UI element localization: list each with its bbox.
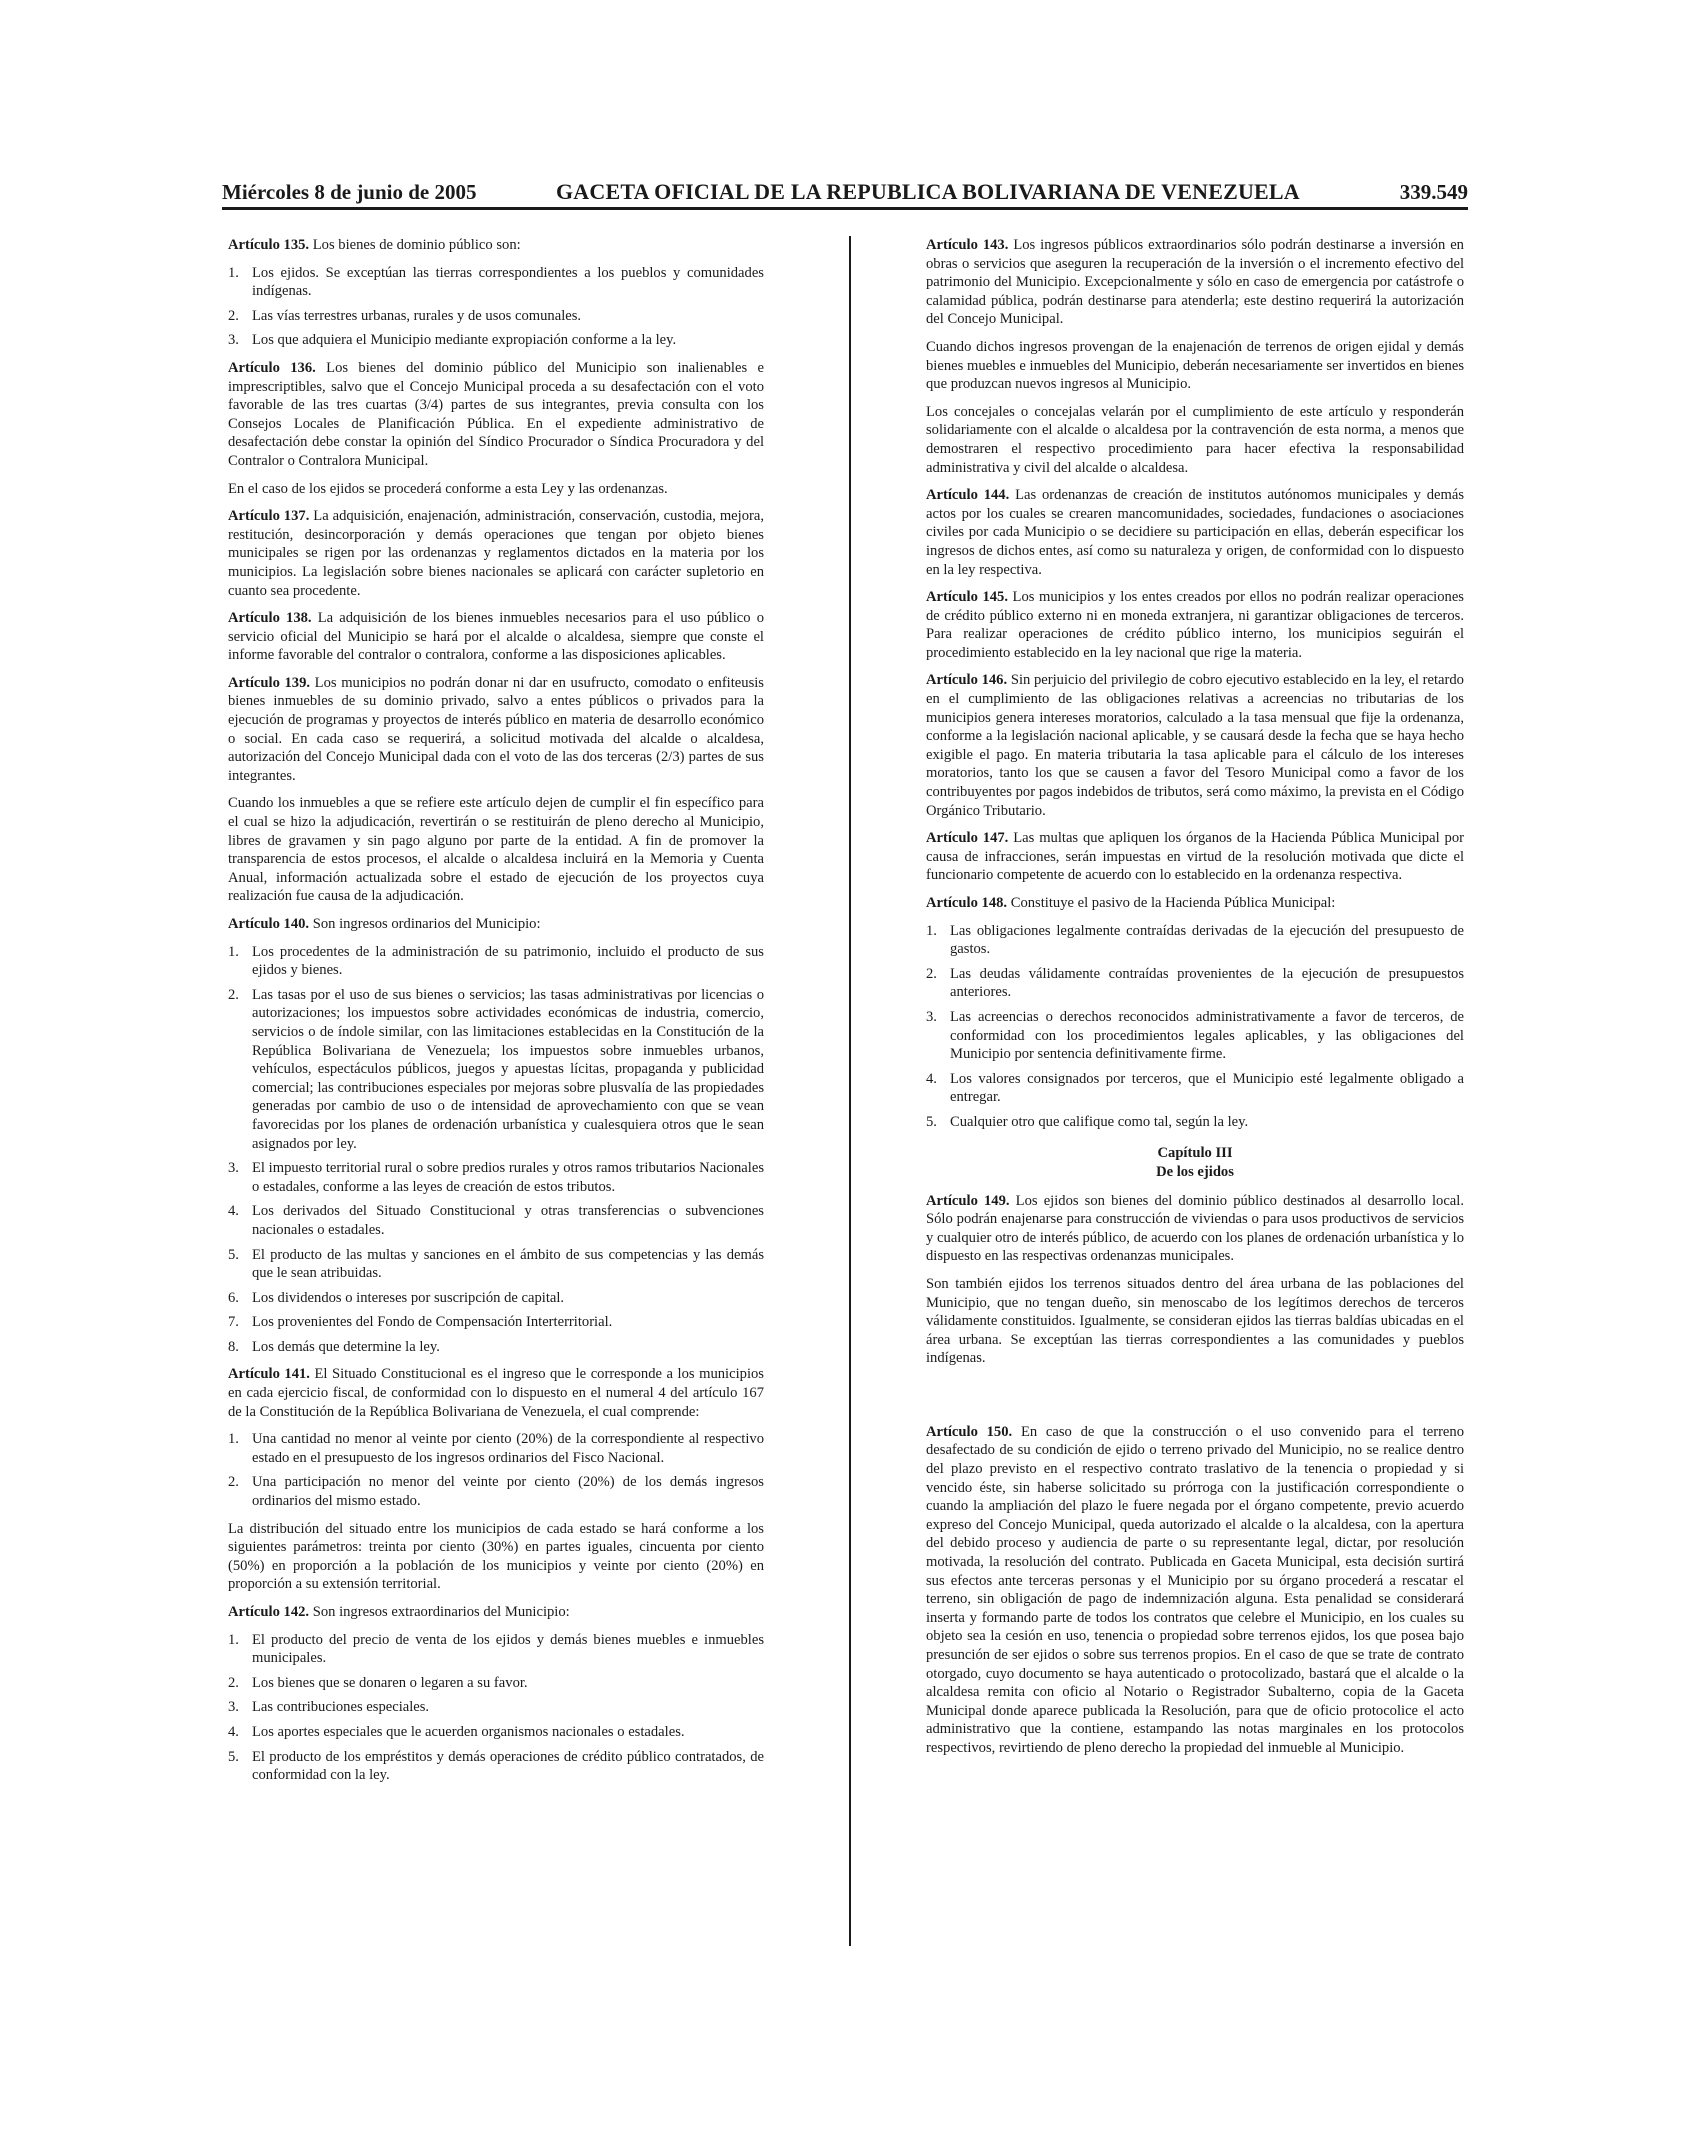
list-item-text: El producto de las multas y sanciones en el ámbito de sus competencias y las demás que le sean atribuidas. xyxy=(252,1246,764,1282)
article-146 xyxy=(926,671,1464,820)
list-item-text: El producto de los empréstitos y demás operaciones de crédito público contratados, de conformidad con la ley. xyxy=(252,1748,764,1784)
list-item-text: Los valores consignados por terceros, que el Municipio esté legalmente obligado a entregar. xyxy=(950,1070,1464,1106)
chapter-number: Capítulo III xyxy=(1157,1144,1233,1161)
article-text: Son ingresos ordinarios del Municipio: xyxy=(309,916,541,932)
list-item-text: Las obligaciones legalmente contraídas derivadas de la ejecución del presupuesto de gastos. xyxy=(950,922,1464,958)
article-140-list xyxy=(228,943,764,1357)
list-item-text: Los procedentes de la administración de su patrimonio, incluido el producto de sus ejidos y bienes. xyxy=(252,943,764,979)
article-text: Los ejidos son bienes del dominio público destinados al desarrollo local. Sólo podrán enajenarse para construcción de viviendas o para usos productivos de servicios y cualquier otro de interés público, de acuerdo con los planes de ordenación urbanística y lo dispuesto en las respectivas ordenanzas municipales. xyxy=(926,1192,1464,1265)
list-item-text: Las deudas válidamente contraídas provenientes de la ejecución de presupuestos anteriores. xyxy=(950,965,1464,1001)
list-item-text: Los que adquiera el Municipio mediante expropiación conforme a la ley. xyxy=(252,332,677,349)
article-title: Artículo 146. xyxy=(926,672,1008,689)
list-item-text: Los demás que determine la ley. xyxy=(252,1338,440,1355)
article-text: El Situado Constitucional es el ingreso que le corresponde a los municipios en cada ejercicio fiscal, de conformidad con lo dispuesto en el numeral 4 del artículo 167 de la Constitución de la República Bolivariana de Venezuela, el cual comprende: xyxy=(228,1366,764,1420)
list-item: 4. Los valores consignados por terceros, que el Municipio esté legalmente obligado a entregar. xyxy=(926,1070,1464,1106)
list-item: 5. El producto de los empréstitos y demás operaciones de crédito público contratados, de conformidad con la ley. xyxy=(228,1748,764,1784)
list-item-text: Los bienes que se donaren o legaren a su favor. xyxy=(252,1674,528,1691)
article-145 xyxy=(926,588,1464,662)
article-text: La adquisición de los bienes inmuebles necesarios para el uso público o servicio oficial del Municipio se hará por el alcalde o alcaldesa, siempre que conste el informe favorable del contralor o contralora, conforme a las disposiciones aplicables. xyxy=(228,610,764,664)
article-title: Artículo 145. xyxy=(926,589,1008,606)
article-136-paragraph: En el caso de los ejidos se procederá conforme a esta Ley y las ordenanzas. xyxy=(228,480,668,497)
chapter-name: De los ejidos xyxy=(1156,1163,1234,1180)
list-item-text: Las contribuciones especiales. xyxy=(252,1699,430,1716)
list-item: 4. Los derivados del Situado Constitucional y otras transferencias o subvenciones nacionales o estadales. xyxy=(228,1203,764,1238)
article-title: Artículo 144. xyxy=(926,487,1010,504)
right-column xyxy=(926,236,1464,1767)
list-item-text: Los aportes especiales que le acuerden organismos nacionales o estadales. xyxy=(252,1723,685,1740)
list-item: 1. Los ejidos. Se exceptúan las tierras correspondientes a los pueblos y comunidades indígenas. xyxy=(228,264,764,300)
list-item: 4. Los aportes especiales que le acuerden organismos nacionales o estadales. xyxy=(228,1723,685,1740)
list-item-text: Los provenientes del Fondo de Compensación Interterritorial. xyxy=(252,1314,613,1331)
article-title: Artículo 142. xyxy=(228,1604,310,1620)
list-item-text: Las tasas por el uso de sus bienes o servicios; las tasas administrativas por licencias o autorizaciones; los impuestos sobre actividades económicas de industria, comercio, servicios o de índole similar, con las limitaciones establecidas en la Constitución de la República Bolivariana de Venezuela; los impuestos sobre inmuebles urbanos, vehículos, espectáculos públicos, juegos y apuestas lícitas, propaganda y publicidad comercial; las contribuciones especiales por mejoras sobre plusvalía de las propiedades generadas por cambio de uso o de intensidad de aprovechamiento con que se vean favorecidas por los planes de ordenación urbanística y cualesquiera otros que le sean asignados por ley. xyxy=(252,986,764,1152)
article-title: Artículo 136. xyxy=(228,359,316,376)
list-item: 1. Una cantidad no menor al veinte por ciento (20%) de la correspondiente al respectivo estado en el presupuesto de los ingresos ordinarios del Fisco Nacional. xyxy=(228,1431,764,1466)
article-title: Artículo 148. xyxy=(926,895,1008,911)
article-title: Artículo 147. xyxy=(926,830,1009,847)
header-rule xyxy=(222,207,1468,210)
list-item: 3. El impuesto territorial rural o sobre predios rurales y otros ramos tributarios Nacionales o estadales, conforme a las leyes de creación de estos tributos. xyxy=(228,1160,764,1195)
article-title: Artículo 140. xyxy=(228,916,310,932)
chapter-heading xyxy=(926,1144,1464,1182)
blank-gap xyxy=(926,1377,1464,1423)
article-140 xyxy=(228,915,764,934)
article-text: Son ingresos extraordinarios del Municipio: xyxy=(309,1604,570,1620)
article-text: Sin perjuicio del privilegio de cobro ejecutivo establecido en la ley, el retardo en el cumplimiento de las obligaciones relativas a acreencias no tributarias de los municipios genera intereses moratorios, calculado a la tasa mensual que fije la ordenanza, conforme a la legislación nacional aplicable, y se causará desde la fecha que se haya hecho exigible el pago. En materia tributaria la tasa aplicable para el cálculo de los intereses moratorios, tanto los que se causen a favor del Tesoro Municipal como a favor de los contribuyentes por pagos indebidos de tributos, será como máximo, la prevista en el Código Orgánico Tributario. xyxy=(926,672,1464,819)
article-title: Artículo 150. xyxy=(926,1423,1013,1440)
article-139 xyxy=(228,674,764,786)
column-divider xyxy=(849,236,851,1946)
list-item-text: Las vías terrestres urbanas, rurales y de usos comunales. xyxy=(252,307,582,324)
article-137 xyxy=(228,507,764,600)
gazette-title: GACETA OFICIAL DE LA REPUBLICA BOLIVARIANA DE VENEZUELA xyxy=(556,179,1300,204)
article-text: Los ingresos públicos extraordinarios sólo podrán destinarse a inversión en obras o servicios que aseguren la recuperación de la inversión o el incremento efectivo del patrimonio del Municipio. Excepcionalmente y sólo en caso de emergencia por catástrofe o calamidad pública, podrán destinarse para atenderla; este destino requerirá la autorización del Concejo Municipal. xyxy=(926,237,1464,328)
article-142 xyxy=(228,1603,764,1622)
article-141-list xyxy=(228,1430,764,1510)
page-header xyxy=(222,176,1468,208)
list-item: 7. Los provenientes del Fondo de Compensación Interterritorial. xyxy=(228,1314,613,1331)
article-141-paragraph: La distribución del situado entre los municipios de cada estado se hará conforme a los siguientes parámetros: treinta por ciento (30%) en partes iguales, cincuenta por ciento (50%) en proporción a la población de los municipios y veinte por ciento (20%) en proporción a su extensión territorial. xyxy=(228,1520,764,1593)
article-138 xyxy=(228,609,764,665)
article-147 xyxy=(926,829,1464,885)
article-143-paragraph: Cuando dichos ingresos provengan de la enajenación de terrenos de origen ejidal y demás bienes muebles e inmuebles del Municipio, deberán necesariamente ser invertidos en bienes que produzcan nuevos ingresos al Municipio. xyxy=(926,338,1464,393)
article-149 xyxy=(926,1192,1464,1266)
list-item: 1. El producto del precio de venta de los ejidos y demás bienes muebles e inmuebles municipales. xyxy=(228,1631,764,1667)
article-title: Artículo 138. xyxy=(228,610,312,627)
article-142-list xyxy=(228,1631,764,1785)
list-item: 3. Las acreencias o derechos reconocidos administrativamente a favor de terceros, de conformidad con los procedimientos legales aplicables, y las obligaciones del Municipio por sentencia definitivamente firme. xyxy=(926,1008,1464,1063)
article-text: Constituye el pasivo de la Hacienda Pública Municipal: xyxy=(1007,895,1336,911)
article-135 xyxy=(228,236,764,255)
list-item-text: Una participación no menor del veinte por ciento (20%) de los demás ingresos ordinarios del mismo estado. xyxy=(252,1474,764,1510)
article-text: Los municipios y los entes creados por ellos no podrán realizar operaciones de crédito público externo ni en moneda extranjera, ni garantizar obligaciones de terceros. Para realizar operaciones de crédito público interno, los municipios seguirán el procedimiento establecido en la ley nacional que rige la materia. xyxy=(926,589,1464,661)
list-item: 1. Los procedentes de la administración de su patrimonio, incluido el producto de sus ejidos y bienes. xyxy=(228,943,764,979)
article-150 xyxy=(926,1423,1464,1758)
list-item: 5. El producto de las multas y sanciones en el ámbito de sus competencias y las demás que le sean atribuidas. xyxy=(228,1246,764,1282)
list-item-text: El producto del precio de venta de los ejidos y demás bienes muebles e inmuebles municipales. xyxy=(252,1631,764,1667)
left-column xyxy=(228,236,764,1794)
article-text: Las multas que apliquen los órganos de la Hacienda Pública Municipal por causa de infracciones, serán impuestas en virtud de la resolución motivada que dicte el funcionario competente de acuerdo con lo establecido en la ordenanza respectiva. xyxy=(926,830,1464,884)
list-item: 3. Los que adquiera el Municipio mediante expropiación conforme a la ley. xyxy=(228,332,677,349)
list-item: 2. Las deudas válidamente contraídas provenientes de la ejecución de presupuestos anteriores. xyxy=(926,965,1464,1001)
article-136 xyxy=(228,359,764,471)
list-item: 3. Las contribuciones especiales. xyxy=(228,1699,430,1716)
list-item: 6. Los dividendos o intereses por suscripción de capital. xyxy=(228,1289,565,1306)
article-title: Artículo 135. xyxy=(228,237,310,253)
article-title: Artículo 149. xyxy=(926,1192,1010,1209)
article-139-paragraph: Cuando los inmuebles a que se refiere este artículo dejen de cumplir el fin específico para el cual se hizo la adjudicación, revertirán o se restituirán de pleno derecho al Municipio, libres de gravamen y sin pago alguno por parte de la entidad. A fin de promover la transparencia de estos procesos, el alcalde o alcaldesa incluirá en la Memoria y Cuenta Anual, información actualizada sobre el estado de ejecución de los proyectos cuya realización fue causa de la adjudicación. xyxy=(228,795,764,905)
list-item-text: Una cantidad no menor al veinte por ciento (20%) de la correspondiente al respectivo estado en el presupuesto de los ingresos ordinarios del Fisco Nacional. xyxy=(252,1431,764,1466)
article-144 xyxy=(926,486,1464,579)
list-item: 2. Los bienes que se donaren o legaren a su favor. xyxy=(228,1674,528,1691)
page-number: 339.549 xyxy=(1399,180,1468,204)
article-title: Artículo 139. xyxy=(228,674,311,691)
list-item: 8. Los demás que determine la ley. xyxy=(228,1338,440,1355)
article-135-list xyxy=(228,264,764,350)
list-item-text: Las acreencias o derechos reconocidos administrativamente a favor de terceros, de conformidad con los procedimientos legales aplicables, y las obligaciones del Municipio por sentencia definitivamente firme. xyxy=(950,1008,1464,1063)
list-item-text: Los dividendos o intereses por suscripción de capital. xyxy=(252,1289,565,1306)
article-143-paragraph: Los concejales o concejalas velarán por el cumplimiento de este artículo y responderán solidariamente con el alcalde o alcaldesa por la contravención de esta norma, a menos que demostraren el respectivo procedimiento para hacer efectiva la responsabilidad administrativa y civil del alcalde o alcaldesa. xyxy=(926,403,1464,476)
article-text: Los bienes de dominio público son: xyxy=(309,237,521,253)
list-item: 2. Las vías terrestres urbanas, rurales y de usos comunales. xyxy=(228,307,582,324)
list-item-text: Cualquier otro que califique como tal, según la ley. xyxy=(950,1113,1249,1130)
article-141 xyxy=(228,1365,764,1421)
list-item: 2. Las tasas por el uso de sus bienes o servicios; las tasas administrativas por licencias o autorizaciones; los impuestos sobre actividades económicas de industria, comercio, servicios o de índole similar, con las limitaciones establecidas en la Constitución de la República Bolivariana de Venezuela; los impuestos sobre inmuebles urbanos, vehículos, espectáculos públicos, juegos y apuestas lícitas, propaganda y publicidad comercial; las contribuciones especiales por mejoras sobre plusvalía de las propiedades generadas por cambio de uso o de intensidad de aprovechamiento con que se vean favorecidas por los planes de ordenación urbanística y cualesquiera otros que le sean asignados por ley. xyxy=(228,986,764,1152)
article-149-paragraph: Son también ejidos los terrenos situados dentro del área urbana de las poblaciones del Municipio, que no tengan dueño, sin menoscabo de los legítimos derechos de terceros válidamente constituidos. Igualmente, se consideran ejidos las tierras baldías ubicadas en el área urbana. Se exceptúan las tierras correspondientes a las comunidades y pueblos indígenas. xyxy=(926,1275,1464,1367)
article-text: Los municipios no podrán donar ni dar en usufructo, comodato o enfiteusis bienes inmuebles de su dominio privado, salvo a entes públicos o privados para la ejecución de programas y proyectos de interés público en materia de desarrollo económico o social. En cada caso se requerirá, a solicitud motivada del alcalde o alcaldesa, autorización del Concejo Municipal dada con el voto de las dos terceras (2/3) partes de sus integrantes. xyxy=(228,674,764,784)
list-item: 5. Cualquier otro que califique como tal, según la ley. xyxy=(926,1113,1249,1130)
list-item-text: Los ejidos. Se exceptúan las tierras correspondientes a los pueblos y comunidades indígenas. xyxy=(252,264,764,300)
article-text: En caso de que la construcción o el uso convenido para el terreno desafectado de su condición de ejido o terreno privado del Municipio, no se realice dentro del plazo previsto en el respectivo contrato traslativo de la tenencia o propiedad y si vencido éste, sin haberse solicitado su prórroga con la justificación correspondiente o cuando la ampliación del plazo le fuere negada por el órgano competente, previo acuerdo expreso del Concejo Municipal, queda autorizado el alcalde o la alcaldesa, con la apertura del debido proceso y audiencia de parte o su representante legal, dictar, por resolución motivada, la resolución del contrato. Publicada en Gaceta Municipal, esta decisión surtirá sus efectos ante terceras personas y el Municipio por su órgano procederá a rescatar el terreno, sin obligación de pago de indemnización alguna. Esta penalidad se considerará inserta y formando parte de todos los contratos que celebre el Municipio, en los cuales su objeto sea la cesión en uso, tenencia o propiedad sobre terrenos ejidos, los que posea bajo presunción de ser ejidos o sobre sus terrenos propios. En el caso de que se trate de contrato otorgado, cuyo documento se haya autenticado o protocolizado, bastará que el alcalde o la alcaldesa remita con oficio al Notario o Registrador Subalterno, copia de la Gaceta Municipal donde aparece publicada la Resolución, para que de oficio protocolice el acto administrativo que la contiene, estampando las notas marginales en los protocolos respectivos, revirtiendo de pleno derecho la propiedad del inmueble al Municipio. xyxy=(926,1423,1464,1756)
article-text: Los bienes del dominio público del Municipio son inalienables e imprescriptibles, salvo que el Concejo Municipal proceda a su desafectación con el voto favorable de las tres cuartas (3/4) partes de sus integrantes, previa consulta con los Consejos Locales de Planificación Pública. En el expediente administrativo de desafectación debe constar la opinión del Síndico Procurador o Síndica Procuradora y del Contralor o Contralora Municipal. xyxy=(228,359,764,469)
article-title: Artículo 143. xyxy=(926,237,1009,253)
article-148-list xyxy=(926,922,1464,1132)
list-item-text: Los derivados del Situado Constitucional y otras transferencias o subvenciones nacionales o estadales. xyxy=(252,1203,764,1238)
list-item: 2. Una participación no menor del veinte por ciento (20%) de los demás ingresos ordinarios del mismo estado. xyxy=(228,1474,764,1510)
article-148 xyxy=(926,894,1464,913)
article-text: La adquisición, enajenación, administración, conservación, custodia, mejora, restitución, desincorporación y demás operaciones que tengan por objeto bienes municipales se rigen por las ordenanzas y reglamentos dictados en la materia por los municipios. La legislación sobre bienes nacionales se aplicará con carácter supletorio en cuanto sea procedente. xyxy=(228,508,764,599)
header-date: Miércoles 8 de junio de 2005 xyxy=(222,180,477,204)
list-item-text: El impuesto territorial rural o sobre predios rurales y otros ramos tributarios Nacionales o estadales, conforme a las leyes de creación de estos tributos. xyxy=(252,1160,764,1195)
article-title: Artículo 141. xyxy=(228,1366,310,1383)
article-143 xyxy=(926,236,1464,329)
article-text: Las ordenanzas de creación de institutos autónomos municipales y demás actos por los cuales se crearen mancomunidades, sociedades, fundaciones o asociaciones civiles por cada Municipio o se decidiere su participación en ellas, deberán especificar los ingresos de dichos entes, así como su naturaleza y origen, de conformidad con lo dispuesto en la ley respectiva. xyxy=(926,487,1464,578)
article-title: Artículo 137. xyxy=(228,508,310,525)
list-item: 1. Las obligaciones legalmente contraídas derivadas de la ejecución del presupuesto de gastos. xyxy=(926,922,1464,958)
